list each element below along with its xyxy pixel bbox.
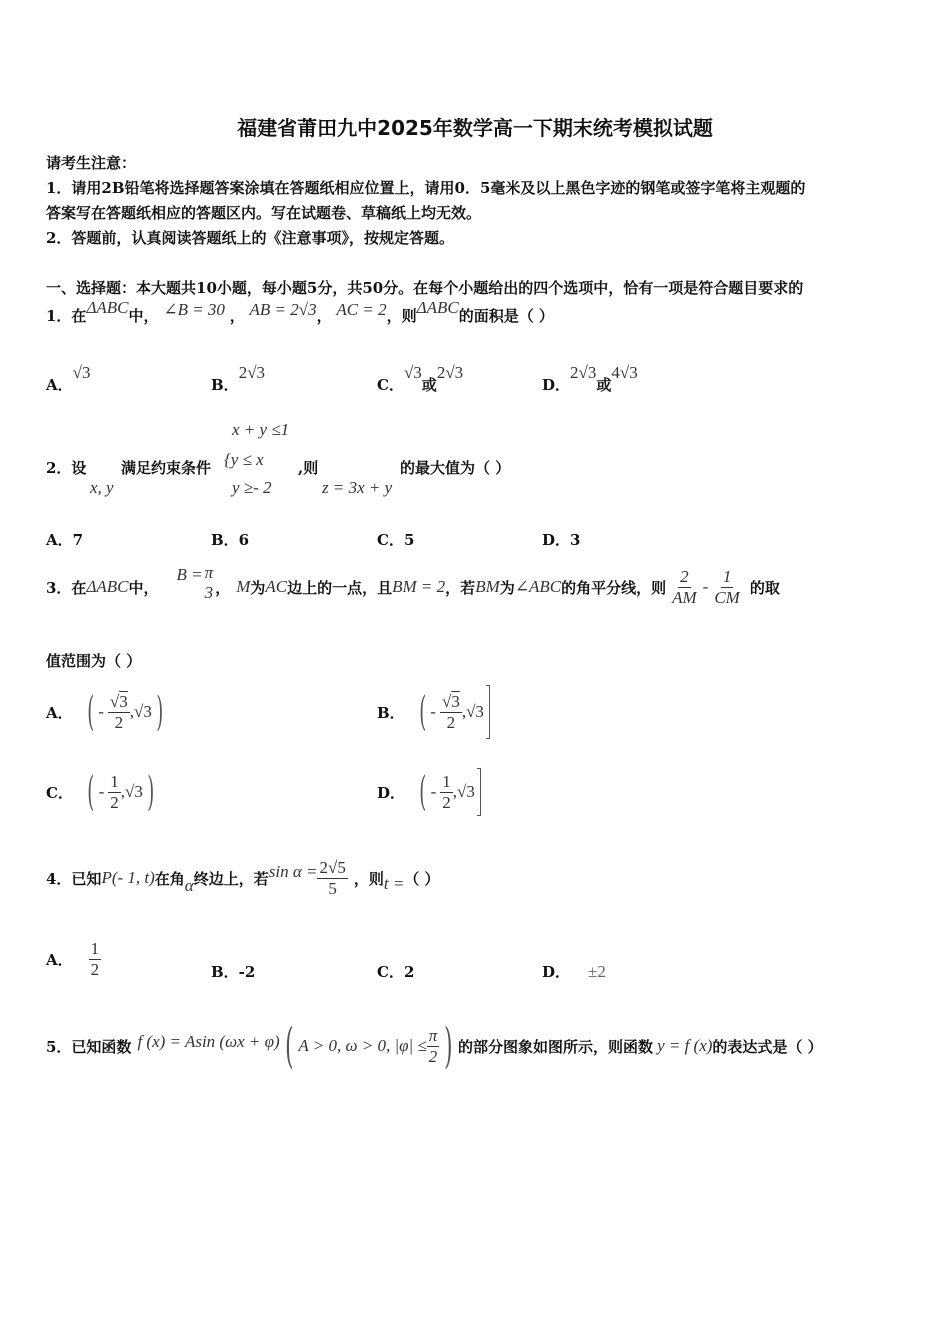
q4-frac-num: 2√5 [319,857,346,877]
q1-option-d-or: 或 [596,376,612,394]
q5-cond-fraction [427,1026,440,1066]
q3-f2-den: CM [714,587,740,607]
notice-heading: 请考生注意： [46,154,137,172]
q5-cond-den: 2 [428,1046,438,1066]
q2-constraint-3: y ≥- 2 [232,478,272,497]
q4-text-2: 终边上，若 [193,869,269,888]
q2-vars: x, y [90,478,114,497]
q3-text-3: 为 [250,578,266,597]
q1-text-3: ， [316,307,332,325]
q2-option-d[interactable]: D．3 [542,531,581,549]
q2-option-b[interactable]: B．6 [211,531,250,549]
q3-b-fraction [203,563,216,602]
q3-b-label: B = [176,565,203,584]
q1-option-d-label: D． [542,376,571,394]
q1-text-4: ，则 [386,307,417,325]
q3-number: 3．在 [46,578,87,597]
q3-b-num: π [204,563,214,583]
q3-option-a-frac [108,692,130,732]
q3-angle: ∠ABC [514,577,562,596]
q3-option-b-neg: - [430,702,436,721]
q4-option-d-label: D． [542,963,571,981]
q4-text-1: 在角 [154,869,185,888]
question-1 [46,298,554,326]
q5-cond-lparen: ( [284,1018,294,1074]
q2-constraint-1: x + y ≤1 [232,420,290,439]
q1-triangle-2: ΔABC [416,298,459,317]
q2-objective: z = 3x + y [322,478,393,497]
q3-text-8: 的取 [749,578,780,597]
question-3 [46,562,780,612]
q3-option-a-comma: , [129,702,135,721]
q1-option-a[interactable] [46,362,91,394]
q3-option-b-num: √3 [441,691,460,711]
q3-option-d-den: 2 [442,792,451,812]
q1-option-d[interactable] [542,362,638,394]
q3-option-b-rbracket [486,685,490,739]
q3-option-a-lparen: ( [86,689,94,735]
section-heading: 一、选择题：本大题共10小题，每小题5分，共50分。在每个小题给出的四个选项中，恰有一项是符合题目要求的 [46,279,804,297]
q3-option-b-label: B． [377,703,405,722]
q1-text-2: ， [229,307,245,325]
q3-text-1: 中， [128,578,159,597]
q3-option-d[interactable] [377,766,481,818]
q1-option-a-value: √3 [72,363,91,382]
q4-point: P(- 1, t) [101,868,155,887]
q1-triangle: ΔABC [86,298,129,317]
q4-text-4: （ ） [404,869,440,888]
q3-option-c-neg: - [98,782,105,801]
q3-option-b-den: 2 [446,712,456,732]
q3-option-c-frac [108,772,121,812]
q2-text-2: ,则 [298,459,319,477]
q1-ab: AB = 2√3 [249,300,317,319]
q2-number: 2．设 [46,459,87,477]
q1-text-1: 中， [128,307,159,325]
q3-option-d-rbracket [477,768,481,816]
notice-line-2: 答案写在答题纸相应的答题区内。写在试题卷、草稿纸上均无效。 [46,204,482,222]
q1-option-c-value-1: √3 [403,363,422,382]
notice-line-3: 2．答题前，认真阅读答题纸上的《注意事项》，按规定答题。 [46,229,454,247]
q4-alpha: α [184,876,194,895]
q5-function-2: y = f (x) [657,1036,713,1055]
q2-text-3: 的最大值为（ ） [400,459,511,477]
q4-number: 4．已知 [46,869,102,888]
q1-option-c-value-2: 2√3 [436,363,464,382]
q3-option-a-label: A． [46,703,73,722]
q1-option-c-or: 或 [421,376,437,394]
q1-ac: AC = 2 [336,300,387,319]
q5-text-2: 的表达式是（ ） [712,1037,823,1056]
question-5 [46,1020,823,1072]
q1-text-5: 的面积是（ ） [458,307,554,325]
q4-t-eq: t = [383,874,405,893]
q3-option-d-lparen: ( [419,769,427,815]
q3-option-b-sqrt3: √3 [466,702,484,721]
q5-cond-rparen: ) [444,1018,453,1074]
q3-option-c-den: 2 [110,792,119,812]
q5-number: 5．已知函数 [46,1037,132,1056]
q4-sin: sin α = [268,862,318,881]
q3-text-4: 边上的一点，且 [287,578,393,597]
q4-option-a-frac [89,939,102,979]
q3-option-a[interactable] [46,684,167,740]
q3-text-7: 的角平分线，则 [561,578,667,597]
q3-b-den: 3 [204,583,214,602]
q3-f2-num: 1 [722,566,732,586]
question-4 [46,850,440,906]
q4-option-a-label: A． [46,950,73,969]
q1-option-b-label: B． [211,376,239,394]
q4-option-a[interactable] [46,934,101,984]
q3-ac: AC [265,577,288,596]
q3-option-b[interactable] [377,684,490,740]
q1-angle: ∠B = 30 [163,300,225,319]
q3-option-c-rparen: ) [147,769,155,815]
q4-option-d[interactable] [542,961,606,982]
q3-option-a-den: 2 [114,712,124,732]
q3-option-c-label: C． [46,783,73,802]
q3-option-a-num: √3 [109,691,128,711]
q3-option-d-sqrt3: √3 [457,782,475,801]
q3-option-b-frac [440,692,462,732]
q1-number: 1．在 [46,307,87,325]
q5-text-1: 的部分图象如图所示，则函数 [458,1037,654,1056]
q1-option-a-label: A． [46,376,73,394]
q4-text-3: ，则 [353,869,384,888]
q3-option-d-comma: , [452,782,458,801]
q3-fraction-2 [712,567,742,607]
q3-option-c-comma: , [120,782,125,801]
q4-option-c[interactable]: C．2 [377,963,415,981]
q1-option-b[interactable] [211,362,266,394]
q1-option-d-value-1: 2√3 [570,363,597,382]
q3-option-c-lparen: ( [87,769,95,815]
q3-option-c-sqrt3: √3 [124,782,143,801]
q3-bm-2: BM [475,577,500,596]
q3-option-c[interactable] [46,766,158,818]
q3-option-b-comma: , [461,702,467,721]
q3-text-5: ，若 [445,578,476,597]
q2-option-a[interactable]: A．7 [46,531,84,549]
q3-option-a-rparen: ) [156,689,164,735]
notice-line-1: 1．请用2B铅笔将选择题答案涂填在答题纸相应位置上，请用0．5毫米及以上黑色字迹的钢笔或签字笔将主观题的 [46,179,806,197]
q3-option-d-num: 1 [442,771,451,791]
q3-option-c-num: 1 [110,771,119,791]
q5-condition: A > 0, ω > 0, |φ| ≤ [298,1036,427,1055]
q3-line-2: 值范围为（ ） [46,652,142,670]
q5-cond-num: π [428,1025,438,1045]
q1-option-c-label: C． [377,376,404,394]
q4-option-b[interactable]: B．-2 [211,963,256,981]
q4-frac-den: 5 [328,878,337,898]
q4-option-d-value: ±2 [588,962,606,981]
q3-triangle: ΔABC [86,577,129,596]
q5-function: f (x) = Asin (ωx + φ) [137,1032,280,1051]
q2-text-1: 满足约束条件 [121,459,212,477]
q3-bm: BM = 2 [392,577,446,596]
q2-option-c[interactable]: C．5 [377,531,415,549]
q3-option-a-neg: - [98,702,104,721]
q3-option-a-sqrt3: √3 [134,702,152,721]
q4-option-a-num: 1 [90,938,100,958]
q1-option-b-value: 2√3 [238,363,266,382]
page-title: 福建省莆田九中2025年数学高一下期末统考模拟试题 [237,116,713,140]
q3-text-2: ， [215,578,231,597]
q3-minus: - [702,577,709,596]
q1-option-d-value-2: 4√3 [611,363,638,382]
q4-option-a-den: 2 [90,959,100,979]
q3-fraction-1 [670,567,699,607]
q3-option-d-frac [440,772,453,812]
q3-option-d-label: D． [377,783,406,802]
q3-option-b-lparen: ( [418,689,427,735]
q3-text-6: 为 [499,578,515,597]
q4-fraction [317,858,347,898]
q2-constraint-2: {y ≤ x [224,450,264,469]
q3-f1-den: AM [672,587,697,607]
q1-option-c[interactable] [377,362,464,394]
q3-option-d-neg: - [430,782,437,801]
q3-f1-num: 2 [680,566,689,586]
q3-m: M [236,577,251,596]
